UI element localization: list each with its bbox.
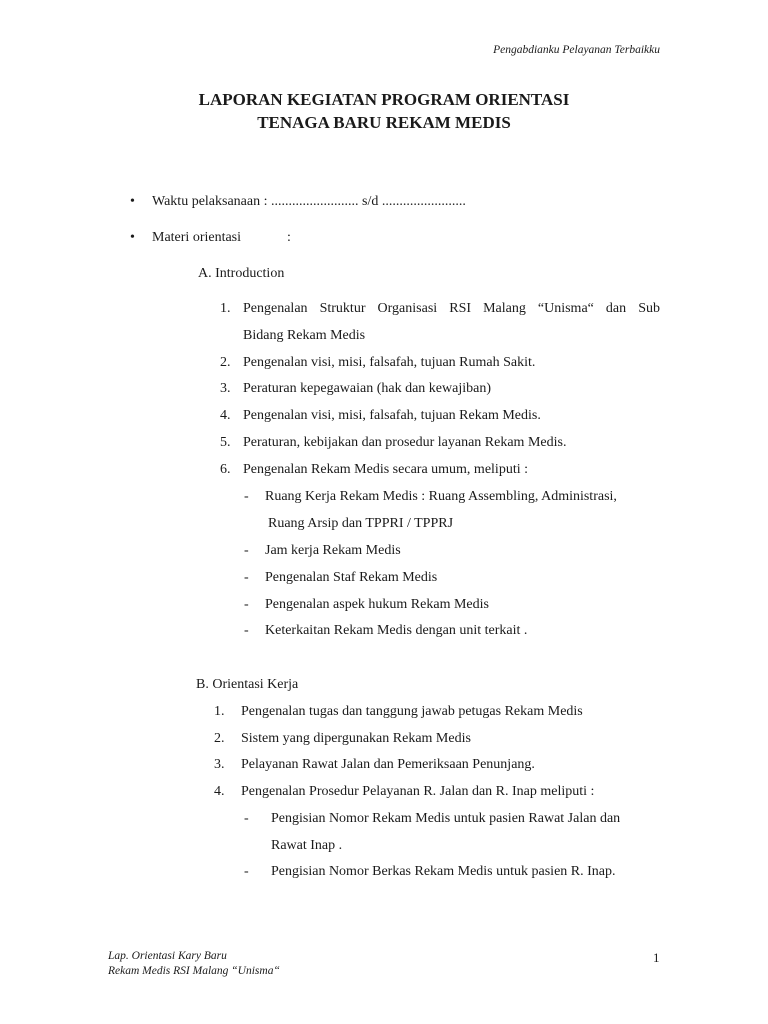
sub-item-dash: - bbox=[244, 864, 249, 879]
sub-item-continued: Ruang Arsip dan TPPRI / TPPRJ bbox=[268, 516, 454, 531]
sub-item: Jam kerja Rekam Medis bbox=[265, 543, 401, 558]
sub-item-continued: Rawat Inap . bbox=[271, 838, 343, 853]
list-item-number: 3. bbox=[214, 757, 225, 772]
list-item-number: 6. bbox=[220, 462, 231, 477]
list-item-number: 1. bbox=[214, 704, 225, 719]
sub-item-dash: - bbox=[244, 543, 249, 558]
sub-item-dash: - bbox=[244, 623, 249, 638]
list-item-number: 4. bbox=[220, 408, 231, 423]
bullet-dot: • bbox=[130, 230, 135, 245]
list-item-number: 2. bbox=[214, 731, 225, 746]
list-item: Pengenalan visi, misi, falsafah, tujuan Rekam Medis. bbox=[243, 408, 541, 423]
sub-item-dash: - bbox=[244, 489, 249, 504]
footer-line-1: Lap. Orientasi Kary Baru bbox=[108, 950, 227, 962]
bullet-materi: Materi orientasi bbox=[152, 230, 242, 245]
sub-item: Pengisian Nomor Rekam Medis untuk pasien Rawat Jalan dan bbox=[271, 811, 621, 826]
page-title-line-1: LAPORAN KEGIATAN PROGRAM ORIENTASI bbox=[198, 90, 570, 109]
bullet-dot: • bbox=[130, 194, 135, 209]
list-item: Pengenalan Prosedur Pelayanan R. Jalan dan R. Inap meliputi : bbox=[241, 784, 595, 799]
list-item-continued: Bidang Rekam Medis bbox=[243, 328, 366, 343]
list-item-number: 2. bbox=[220, 355, 231, 370]
list-item: Pengenalan Struktur Organisasi RSI Malang “Unisma“ dan Sub bbox=[243, 301, 660, 316]
list-item: Pengenalan Rekam Medis secara umum, meliputi : bbox=[243, 462, 528, 477]
page-title-line-2: TENAGA BARU REKAM MEDIS bbox=[257, 113, 511, 132]
sub-item: Pengenalan Staf Rekam Medis bbox=[265, 570, 438, 585]
list-item-number: 3. bbox=[220, 381, 231, 396]
sub-item-dash: - bbox=[244, 597, 249, 612]
list-item: Pengenalan tugas dan tanggung jawab petugas Rekam Medis bbox=[241, 704, 583, 719]
page-number: 1 bbox=[653, 950, 660, 965]
list-item-number: 5. bbox=[220, 435, 231, 450]
list-item: Pengenalan visi, misi, falsafah, tujuan Rumah Sakit. bbox=[243, 355, 536, 370]
list-item: Peraturan kepegawaian (hak dan kewajiban) bbox=[243, 381, 491, 396]
header-tagline: Pengabdianku Pelayanan Terbaikku bbox=[493, 44, 660, 56]
sub-item-dash: - bbox=[244, 570, 249, 585]
sub-item: Ruang Kerja Rekam Medis : Ruang Assembling, Administrasi, bbox=[265, 489, 617, 504]
footer-line-2: Rekam Medis RSI Malang “Unisma“ bbox=[108, 965, 280, 977]
bullet-waktu: Waktu pelaksanaan : ......................... s/d ........................ bbox=[152, 194, 466, 209]
list-item: Peraturan, kebijakan dan prosedur layanan Rekam Medis. bbox=[243, 435, 567, 450]
sub-item: Pengisian Nomor Berkas Rekam Medis untuk pasien R. Inap. bbox=[271, 864, 616, 879]
bullet-materi-colon: : bbox=[287, 230, 291, 245]
section-b-heading: B. Orientasi Kerja bbox=[196, 677, 299, 692]
sub-item: Pengenalan aspek hukum Rekam Medis bbox=[265, 597, 489, 612]
sub-item: Keterkaitan Rekam Medis dengan unit terkait . bbox=[265, 623, 528, 638]
list-item-number: 4. bbox=[214, 784, 225, 799]
sub-item-dash: - bbox=[244, 811, 249, 826]
section-a-heading: A. Introduction bbox=[198, 266, 285, 281]
list-item: Pelayanan Rawat Jalan dan Pemeriksaan Penunjang. bbox=[241, 757, 535, 772]
list-item: Sistem yang dipergunakan Rekam Medis bbox=[241, 731, 471, 746]
list-item-number: 1. bbox=[220, 301, 231, 316]
